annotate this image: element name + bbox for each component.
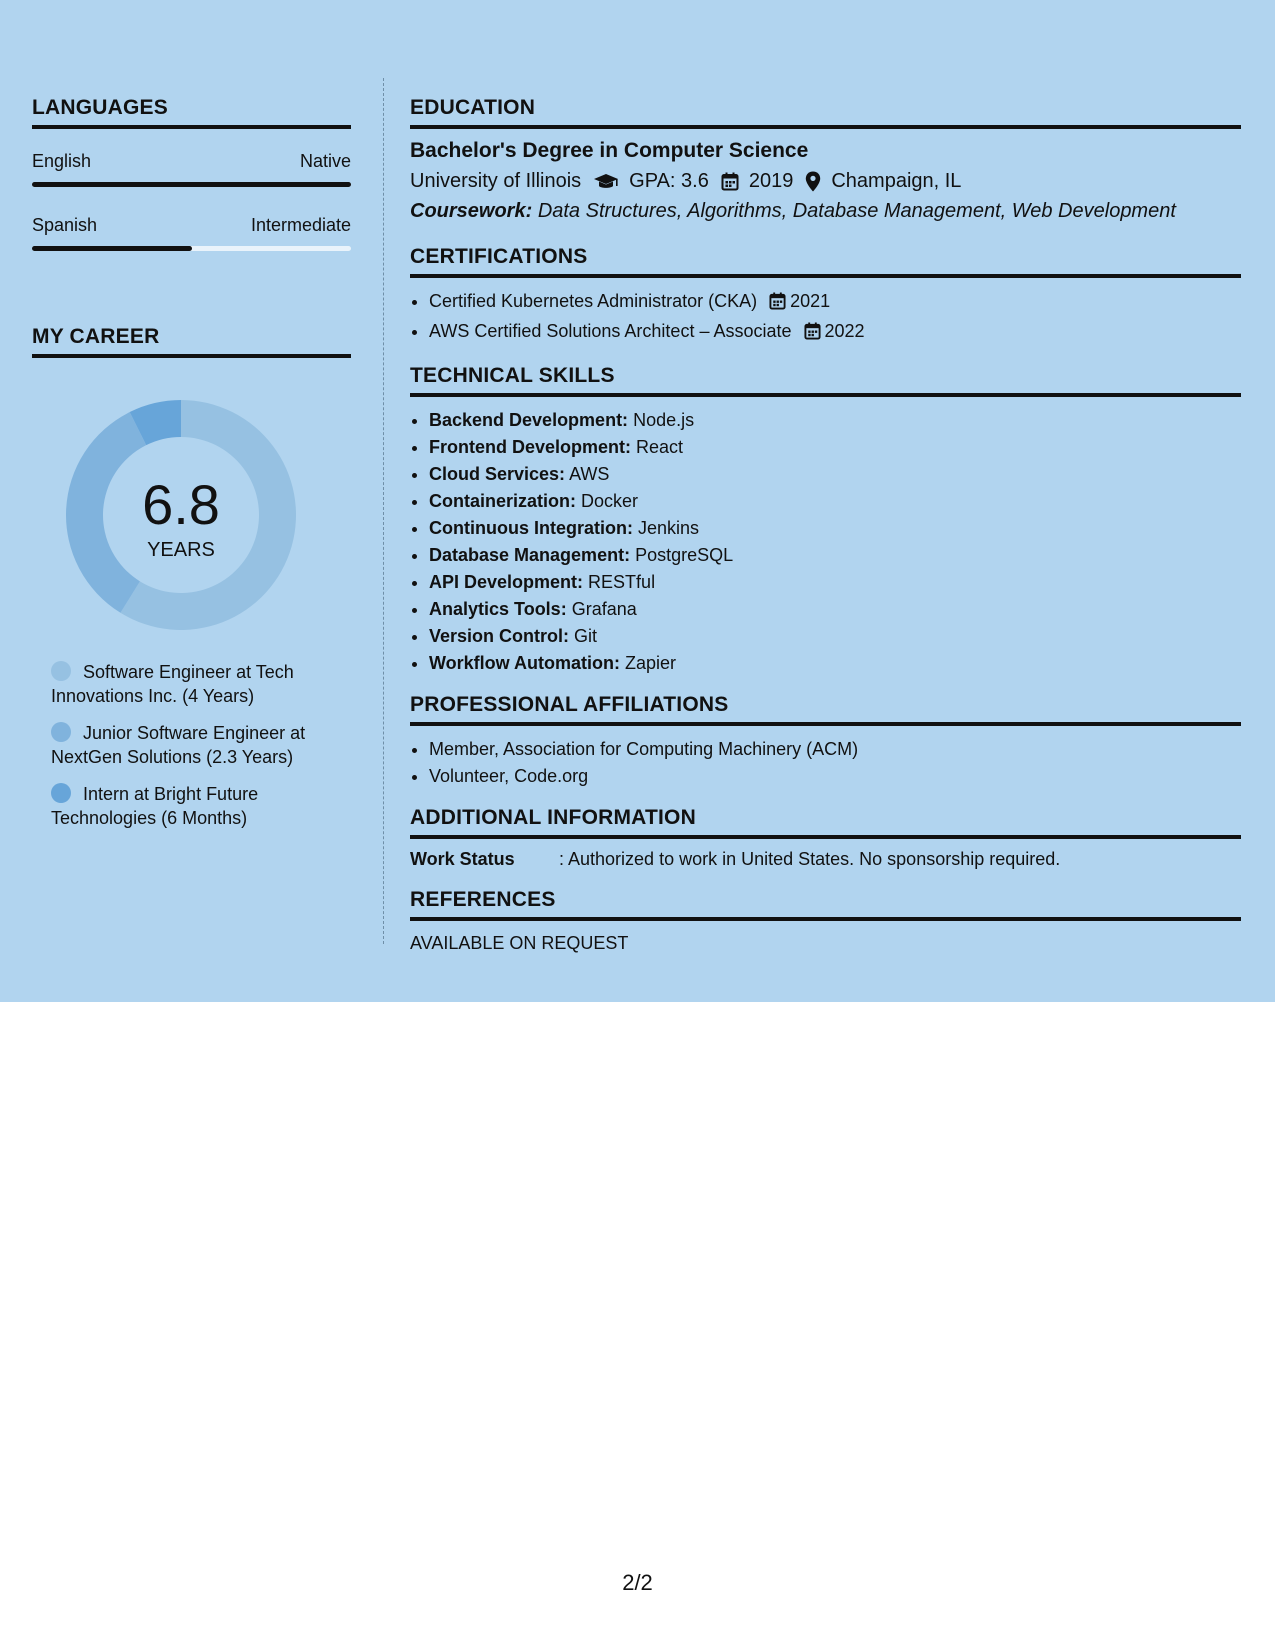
skills-title: TECHNICAL SKILLS: [410, 364, 1241, 397]
career-total-unit: YEARS: [147, 538, 215, 561]
skills-list: [410, 407, 1241, 677]
skill-label: Continuous Integration:: [429, 518, 633, 538]
skill-value: React: [636, 437, 684, 457]
career-legend-item: [51, 782, 331, 830]
skill-value: Docker: [581, 491, 639, 511]
skill-item: [429, 488, 1241, 515]
column-divider: [383, 78, 384, 944]
map-pin-icon: [805, 171, 821, 192]
skill-value: Node.js: [633, 410, 695, 430]
legend-dot-icon: [51, 783, 71, 803]
career-entry-label: Software Engineer at Tech Innovations Inc. (4 Years): [51, 662, 294, 706]
right-column: [410, 96, 1241, 954]
career-legend: [32, 660, 351, 830]
skill-value: Grafana: [571, 599, 637, 619]
skills-section: [410, 364, 1241, 677]
work-status-value: : Authorized to work in United States. No sponsorship required.: [559, 849, 1061, 869]
skill-item: [429, 461, 1241, 488]
degree-title: Bachelor's Degree in Computer Science: [410, 139, 809, 162]
certifications-list: [410, 288, 1241, 348]
certification-name: Certified Kubernetes Administrator (CKA): [429, 291, 758, 311]
affiliations-section: [410, 693, 1241, 790]
skill-value: Jenkins: [637, 518, 700, 538]
career-entry-label: Intern at Bright Future Technologies (6 Months): [51, 784, 259, 828]
language-item: [32, 151, 351, 187]
certification-year: 2022: [824, 321, 865, 341]
work-status: [410, 849, 1241, 870]
education-title: EDUCATION: [410, 96, 1241, 129]
language-name: Spanish: [32, 215, 98, 235]
career-entry-label: Junior Software Engineer at NextGen Solutions (2.3 Years): [51, 723, 306, 767]
certifications-section: [410, 245, 1241, 348]
calendar-icon: [804, 321, 821, 348]
language-proficiency-bar: [32, 246, 351, 251]
skill-value: AWS: [569, 464, 610, 484]
skill-value: RESTful: [588, 572, 656, 592]
coursework: [410, 200, 1241, 223]
education-details: [410, 170, 1241, 193]
career-donut-chart: [66, 400, 296, 630]
skill-item: [429, 623, 1241, 650]
language-level: Intermediate: [250, 215, 351, 235]
school-location: Champaign, IL: [831, 170, 962, 192]
skill-label: Workflow Automation:: [429, 653, 620, 673]
coursework-list: Data Structures, Algorithms, Database Management, Web Development: [537, 200, 1176, 222]
affiliation-item: • Member, Association for Computing Machinery (ACM): [429, 736, 1241, 763]
additional-info-title: ADDITIONAL INFORMATION: [410, 806, 1241, 839]
skill-label: Backend Development:: [429, 410, 629, 430]
work-status-label: Work Status: [410, 849, 515, 869]
skill-item: [429, 596, 1241, 623]
skill-item: [429, 515, 1241, 542]
skill-label: Cloud Services:: [429, 464, 566, 484]
gpa: GPA: 3.6: [629, 170, 709, 192]
skill-label: Database Management:: [429, 545, 631, 565]
references-section: [410, 888, 1241, 954]
career-total-years: 6.8: [142, 472, 220, 536]
skill-label: API Development:: [429, 572, 584, 592]
skill-label: Containerization:: [429, 491, 576, 511]
certifications-title: CERTIFICATIONS: [410, 245, 1241, 278]
skill-label: Version Control:: [429, 626, 570, 646]
career-legend-item: [51, 660, 331, 708]
page-number: 2/2: [622, 1570, 653, 1595]
skill-value: Zapier: [625, 653, 677, 673]
certification-name: AWS Certified Solutions Architect – Associate: [429, 321, 792, 341]
language-proficiency-fill: [32, 182, 351, 187]
calendar-icon: [769, 291, 786, 318]
school-name: University of Illinois: [410, 170, 582, 192]
left-column: [32, 96, 351, 843]
certification-item: [429, 318, 1241, 348]
skill-item: [429, 569, 1241, 596]
graduation-cap-icon: [593, 173, 619, 191]
coursework-label: Coursework:: [410, 200, 533, 222]
language-level: Native: [299, 151, 351, 171]
career-legend-item: [51, 721, 331, 769]
references-title: REFERENCES: [410, 888, 1241, 921]
legend-dot-icon: [51, 722, 71, 742]
languages-title: LANGUAGES: [32, 96, 351, 129]
certification-year: 2021: [790, 291, 831, 311]
skill-label: Analytics Tools:: [429, 599, 567, 619]
skill-item: [429, 650, 1241, 677]
affiliations-title: PROFESSIONAL AFFILIATIONS: [410, 693, 1241, 726]
language-proficiency-fill: [32, 246, 192, 251]
calendar-icon: [721, 172, 739, 191]
skill-item: [429, 407, 1241, 434]
additional-info-section: [410, 806, 1241, 870]
skill-item: [429, 434, 1241, 461]
skill-value: Git: [574, 626, 598, 646]
graduation-year: 2019: [748, 170, 794, 192]
education-section: [410, 96, 1241, 223]
legend-dot-icon: [51, 661, 71, 681]
language-proficiency-bar: [32, 182, 351, 187]
skill-label: Frontend Development:: [429, 437, 632, 457]
affiliation-item: • Volunteer, Code.org: [429, 763, 1241, 790]
skill-item: [429, 542, 1241, 569]
affiliations-list: [410, 736, 1241, 790]
career-title: MY CAREER: [32, 325, 351, 358]
language-name: English: [32, 151, 92, 171]
references-text: AVAILABLE ON REQUEST: [410, 933, 629, 953]
language-item: [32, 215, 351, 251]
skill-value: PostgreSQL: [635, 545, 734, 565]
certification-item: [429, 288, 1241, 318]
